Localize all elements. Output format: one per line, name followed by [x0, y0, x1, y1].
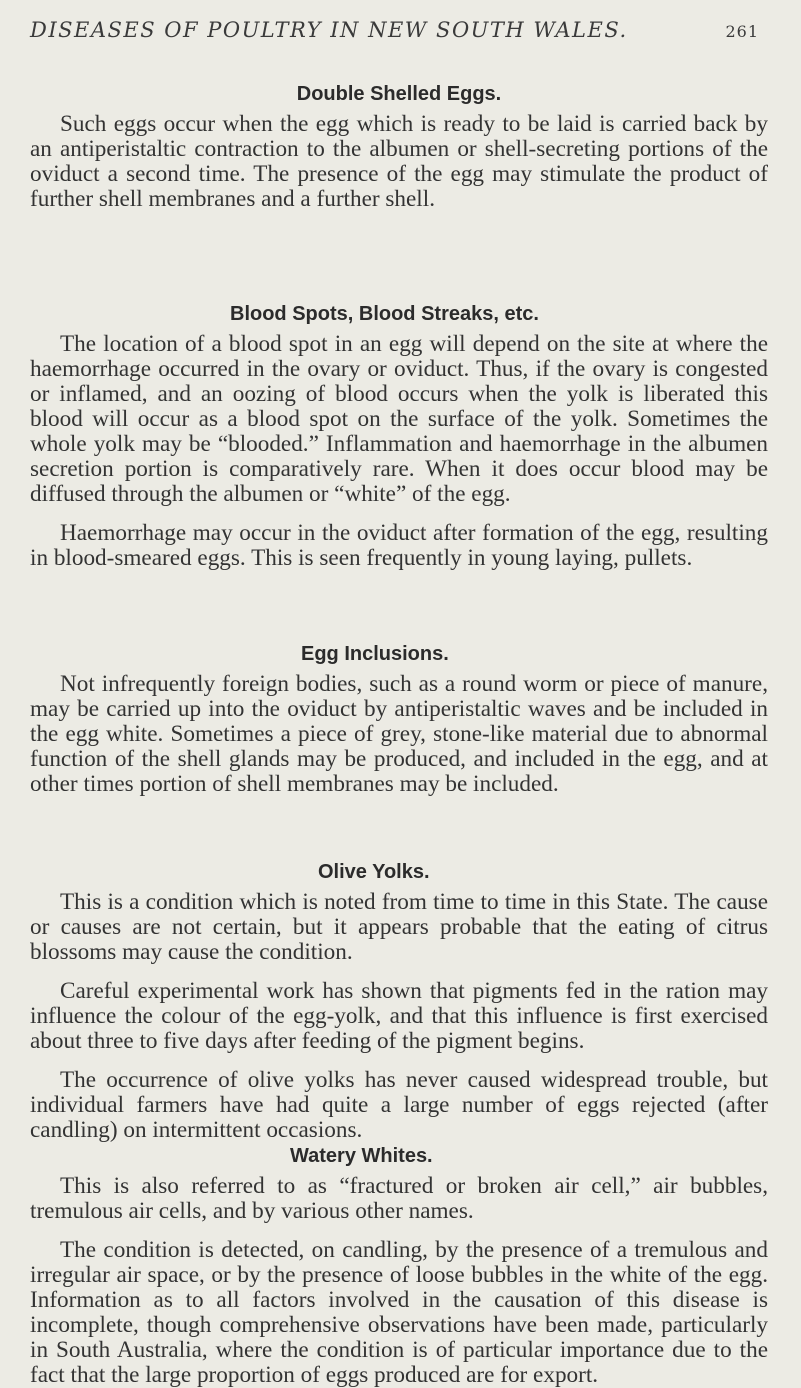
paragraph: Careful experimental work has shown that pigments fed in the ration may influence the colour of the egg-yolk, and that this influence is first exercised about three to five days after feeding of the pigment begins. [30, 978, 768, 1054]
section-watery-whites [30, 1142, 768, 1388]
section-heading: Double Shelled Eggs. [296, 83, 502, 105]
section-olive-yolks [30, 858, 768, 1143]
section-double-shelled-eggs [30, 80, 768, 212]
running-head [30, 18, 771, 54]
section-blood-spots [30, 300, 768, 571]
section-egg-inclusions [30, 640, 768, 797]
section-heading: Olive Yolks. [318, 861, 430, 883]
section-heading: Egg Inclusions. [301, 643, 449, 665]
section-heading: Blood Spots, Blood Streaks, etc. [230, 303, 539, 325]
paragraph: The location of a blood spot in an egg will depend on the site at where the haemorrhage occurred in the ovary or oviduct. Thus, if the ovary is congested or inflamed, and an oozing of blood occurs when the yolk is liberated this blood will occur as a blood spot on the surface of the yolk. Sometimes the whole yolk may be “blooded.” Inflammation and haemorrhage in the albumen secretion portion is comparatively rare. When it does occur blood may be diffused through the albumen or “white” of the egg. [30, 331, 768, 507]
running-head-title: DISEASES OF POULTRY IN NEW SOUTH WALES. [30, 18, 628, 42]
section-heading: Watery Whites. [290, 1145, 433, 1167]
paragraph: Such eggs occur when the egg which is ready to be laid is carried back by an antiperistaltic contraction to the albumen or shell-secreting portions of the oviduct a second time. The presence of the egg may stimulate the product of further shell membranes and a further shell. [30, 111, 768, 212]
paragraph: Not infrequently foreign bodies, such as a round worm or piece of manure, may be carried up into the oviduct by antiperistaltic waves and be included in the egg white. Sometimes a piece of grey, stone-like material due to abnormal function of the shell glands may be produced, and included in the egg, and at other times portion of shell membranes may be included. [30, 671, 768, 797]
paragraph: This is also referred to as “fractured or broken air cell,” air bubbles, tremulous air cells, and by various other names. [30, 1173, 768, 1224]
paragraph: The condition is detected, on candling, by the presence of a tremulous and irregular air space, or by the presence of loose bubbles in the white of the egg. Information as to all factors involved in the causation of this disease is incomplete, though comprehensive observations have been made, particularly in South Australia, where the condition is of particular importance due to the fact that the large proportion of eggs produced are for export. [30, 1237, 768, 1388]
paragraph: The occurrence of olive yolks has never caused widespread trouble, but individual farmers have had quite a large number of eggs rejected (after candling) on intermittent occasions. [30, 1067, 768, 1143]
page-number: 261 [725, 22, 759, 41]
paragraph: This is a condition which is noted from time to time in this State. The cause or causes are not certain, but it appears probable that the eating of citrus blossoms may cause the condition. [30, 889, 768, 965]
paragraph: Haemorrhage may occur in the oviduct after formation of the egg, resulting in blood-smeared eggs. This is seen frequently in young laying, pullets. [30, 520, 768, 571]
